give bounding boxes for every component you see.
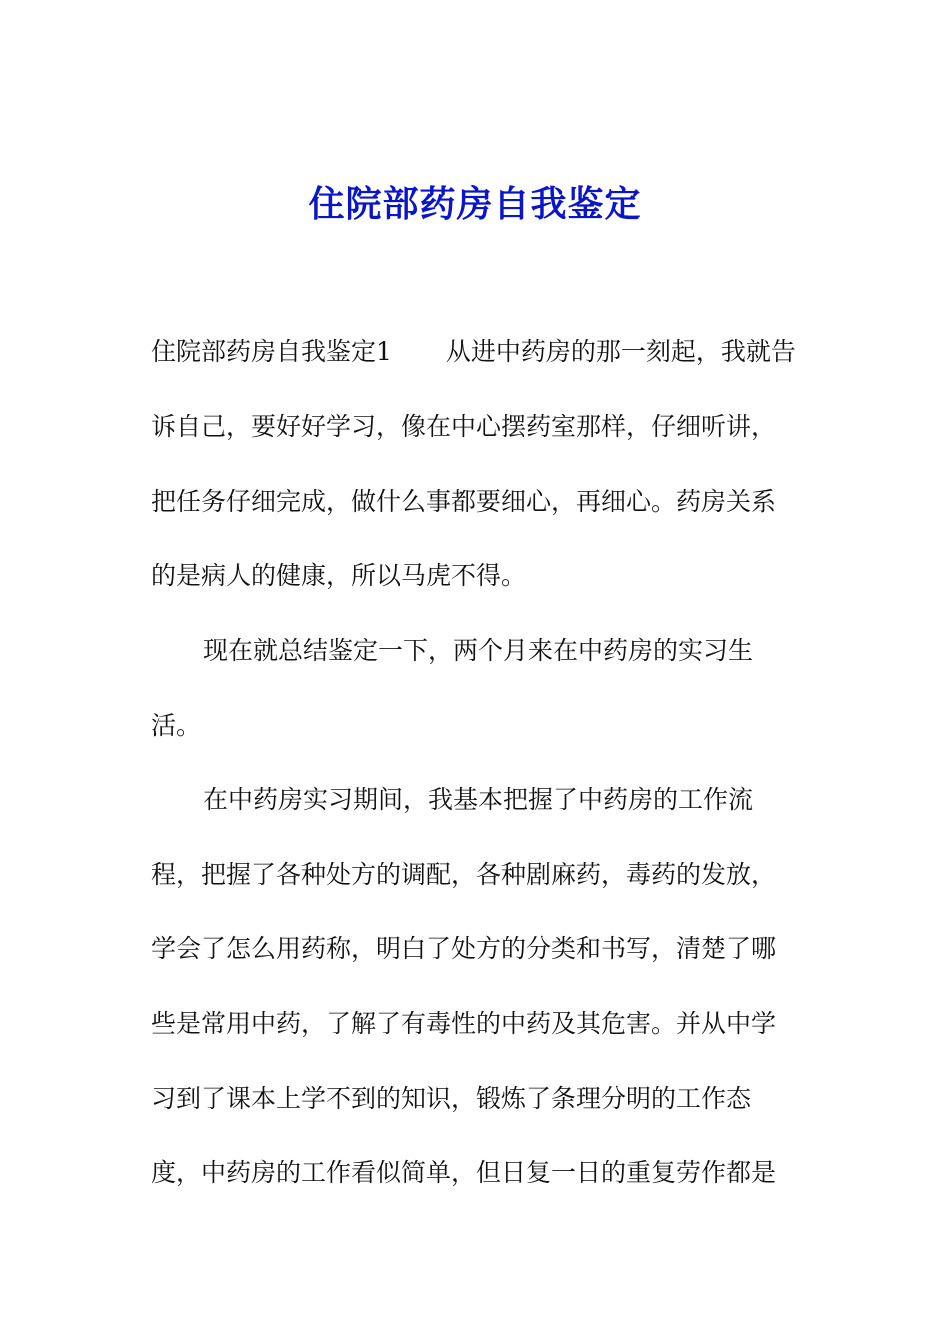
section-heading: 住院部药房自我鉴定1	[151, 337, 392, 366]
paragraph-1-line-2: 诉自己，要好好学习，像在中心摆药室那样，仔细听讲，	[151, 412, 777, 441]
document-title: 住院部药房自我鉴定	[308, 183, 642, 225]
paragraph-2-line-1: 现在就总结鉴定一下，两个月来在中药房的实习生	[203, 636, 754, 665]
paragraph-3-line-3: 学会了怎么用药称，明白了处方的分类和书写，清楚了哪	[151, 934, 777, 963]
paragraph-3-line-4: 些是常用中药，了解了有毒性的中药及其危害。并从中学	[151, 1009, 777, 1038]
paragraph-1-line-1	[151, 332, 796, 372]
paragraph-1-line-4: 的是病人的健康，所以马虎不得。	[151, 561, 527, 590]
paragraph-3-line-2: 程，把握了各种处方的调配，各种剧麻药，毒药的发放，	[151, 860, 777, 889]
paragraph-1-line-3: 把任务仔细完成，做什么事都要细心，再细心。药房关系	[151, 487, 777, 516]
paragraph-3-line-5: 习到了课本上学不到的知识，锻炼了条理分明的工作态	[151, 1084, 752, 1113]
paragraph-2-line-2: 活。	[151, 711, 202, 740]
paragraph-1-text: 从进中药房的那一刻起，我就告	[445, 337, 796, 366]
paragraph-3-line-6: 度，中药房的工作看似简单，但日复一日的重复劳作都是	[151, 1158, 777, 1187]
paragraph-3-line-1: 在中药房实习期间，我基本把握了中药房的工作流	[203, 785, 754, 814]
